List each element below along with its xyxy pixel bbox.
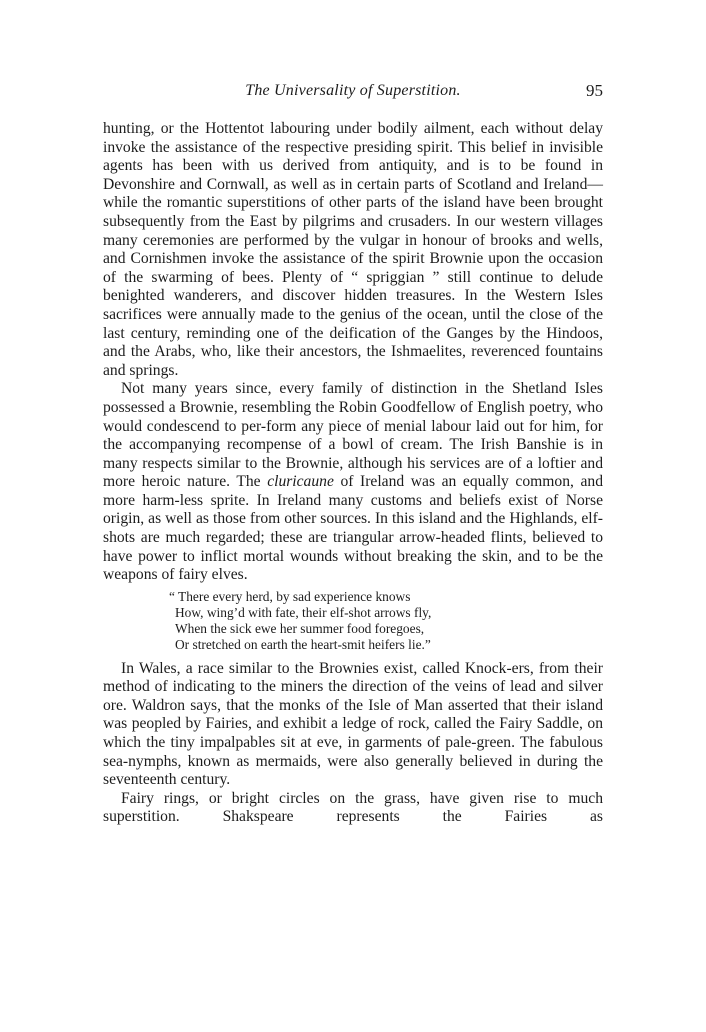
paragraph-4: Fairy rings, or bright circles on the grass, have given rise to much superstition. Shakspeare represents the Fairies as xyxy=(103,789,603,826)
page-number: 95 xyxy=(586,81,603,100)
body-text xyxy=(103,120,603,827)
paragraph-3: In Wales, a race similar to the Brownies exist, called Knock-ers, from their method of indicating to the miners the direction of the veins of lead and silver ore. Waldron says, that the monks of the Isle of Man asserted that their island was peopled by Fairies, and exhibit a ledge of rock, called the Fairy Saddle, on which the tiny impalpables sit at eve, in garments of pale-green. The fabulous sea-nymphs, known as mermaids, were also generally believed in during the seventeenth century. xyxy=(103,659,603,789)
paragraph-2-text-b: of Ireland was an equally common, and more harm-less sprite. In Ireland many customs and beliefs exist of Norse origin, as well as those from other sources. In this island and the Highlands, elf-shots are much regarded; these are triangular arrow-headed flints, believed to have power to inflict mortal wounds without breaking the skin, and to be the weapons of fairy elves. xyxy=(103,473,603,584)
verse-quotation xyxy=(169,588,603,654)
paragraph-2-italic-term: cluricaune xyxy=(267,473,334,491)
paragraph-1: hunting, or the Hottentot labouring under bodily ailment, each without delay invoke the assistance of the respective presiding spirit. This belief in invisible agents has been with us derived from antiquity, and is to be found in Devonshire and Cornwall, as well as in certain parts of Scotland and Ireland—while the romantic superstitions of other parts of the island have been brought subsequently from the East by pilgrims and crusaders. In our western villages many ceremonies are performed by the vulgar in honour of brooks and wells, and Cornishmen invoke the assistance of the spirit Brownie upon the occasion of the swarming of bees. Plenty of “ spriggian ” still continue to delude benighted wanderers, and discover hidden treasures. In the Western Isles sacrifices were annually made to the genius of the ocean, until the close of the last century, reminding one of the deification of the Ganges by the Hindoos, and the Arabs, who, like their ancestors, the Ishmaelites, reverenced fountains and springs. xyxy=(103,120,603,379)
book-page xyxy=(103,78,603,827)
running-head xyxy=(103,78,603,104)
verse-line-2: How, wing’d with fate, their elf-shot arrows fly, xyxy=(175,605,432,621)
paragraph-2 xyxy=(103,380,603,585)
verse-line-3: When the sick ewe her summer food foregoes, xyxy=(175,621,425,637)
paragraph-2-text-a: Not many years since, every family of distinction in the Shetland Isles possessed a Brownie, resembling the Robin Goodfellow of English poetry, who would condescend to per-form any piece of menial labour laid out for him, for the accompanying recompense of a bowl of cream. The Irish Banshie is in many respects similar to the Brownie, although his services are of a loftier and more heroic nature. The xyxy=(103,380,603,491)
verse-line-4: Or stretched on earth the heart-smit heifers lie.” xyxy=(175,637,431,653)
verse-line-1: “ There every herd, by sad experience knows xyxy=(169,588,411,604)
running-title: The Universality of Superstition. xyxy=(245,82,461,99)
